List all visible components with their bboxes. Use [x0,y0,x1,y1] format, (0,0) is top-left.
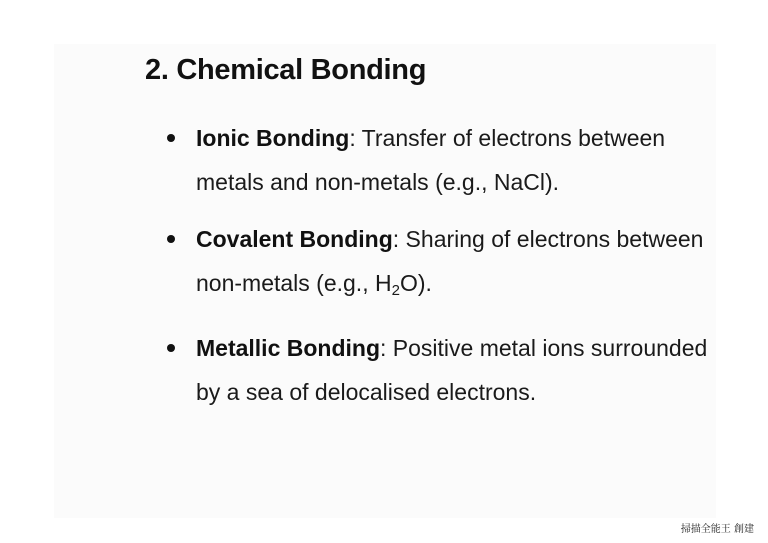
bullet-dot-icon [167,134,175,142]
bullet-dot-icon [167,235,175,243]
bullet-dot-icon [167,344,175,352]
scanner-watermark: 掃描全能王 創建 [680,524,754,535]
bullet-ionic-bonding [160,116,720,204]
description-ionic-bonding: : Transfer of electrons between metals and non-metals (e.g., NaCl). [196,125,666,195]
bullet-metallic-bonding [160,326,720,414]
bullet-covalent-bonding [160,217,720,313]
term-ionic-bonding: Ionic Bonding [196,125,350,151]
subscript-two: 2 [391,282,400,299]
term-covalent-bonding: Covalent Bonding [196,226,393,252]
description-metallic-bonding: : Positive metal ions surrounded by a sea of delocalised electrons. [196,335,708,405]
term-metallic-bonding: Metallic Bonding [196,335,380,361]
description-covalent-bonding-end: O). [399,270,432,296]
bonding-bullet-list [160,116,720,427]
description-covalent-bonding-start: : Sharing of electrons between non-metals (e.g., H [196,226,704,296]
section-heading: 2. Chemical Bonding [145,54,427,86]
